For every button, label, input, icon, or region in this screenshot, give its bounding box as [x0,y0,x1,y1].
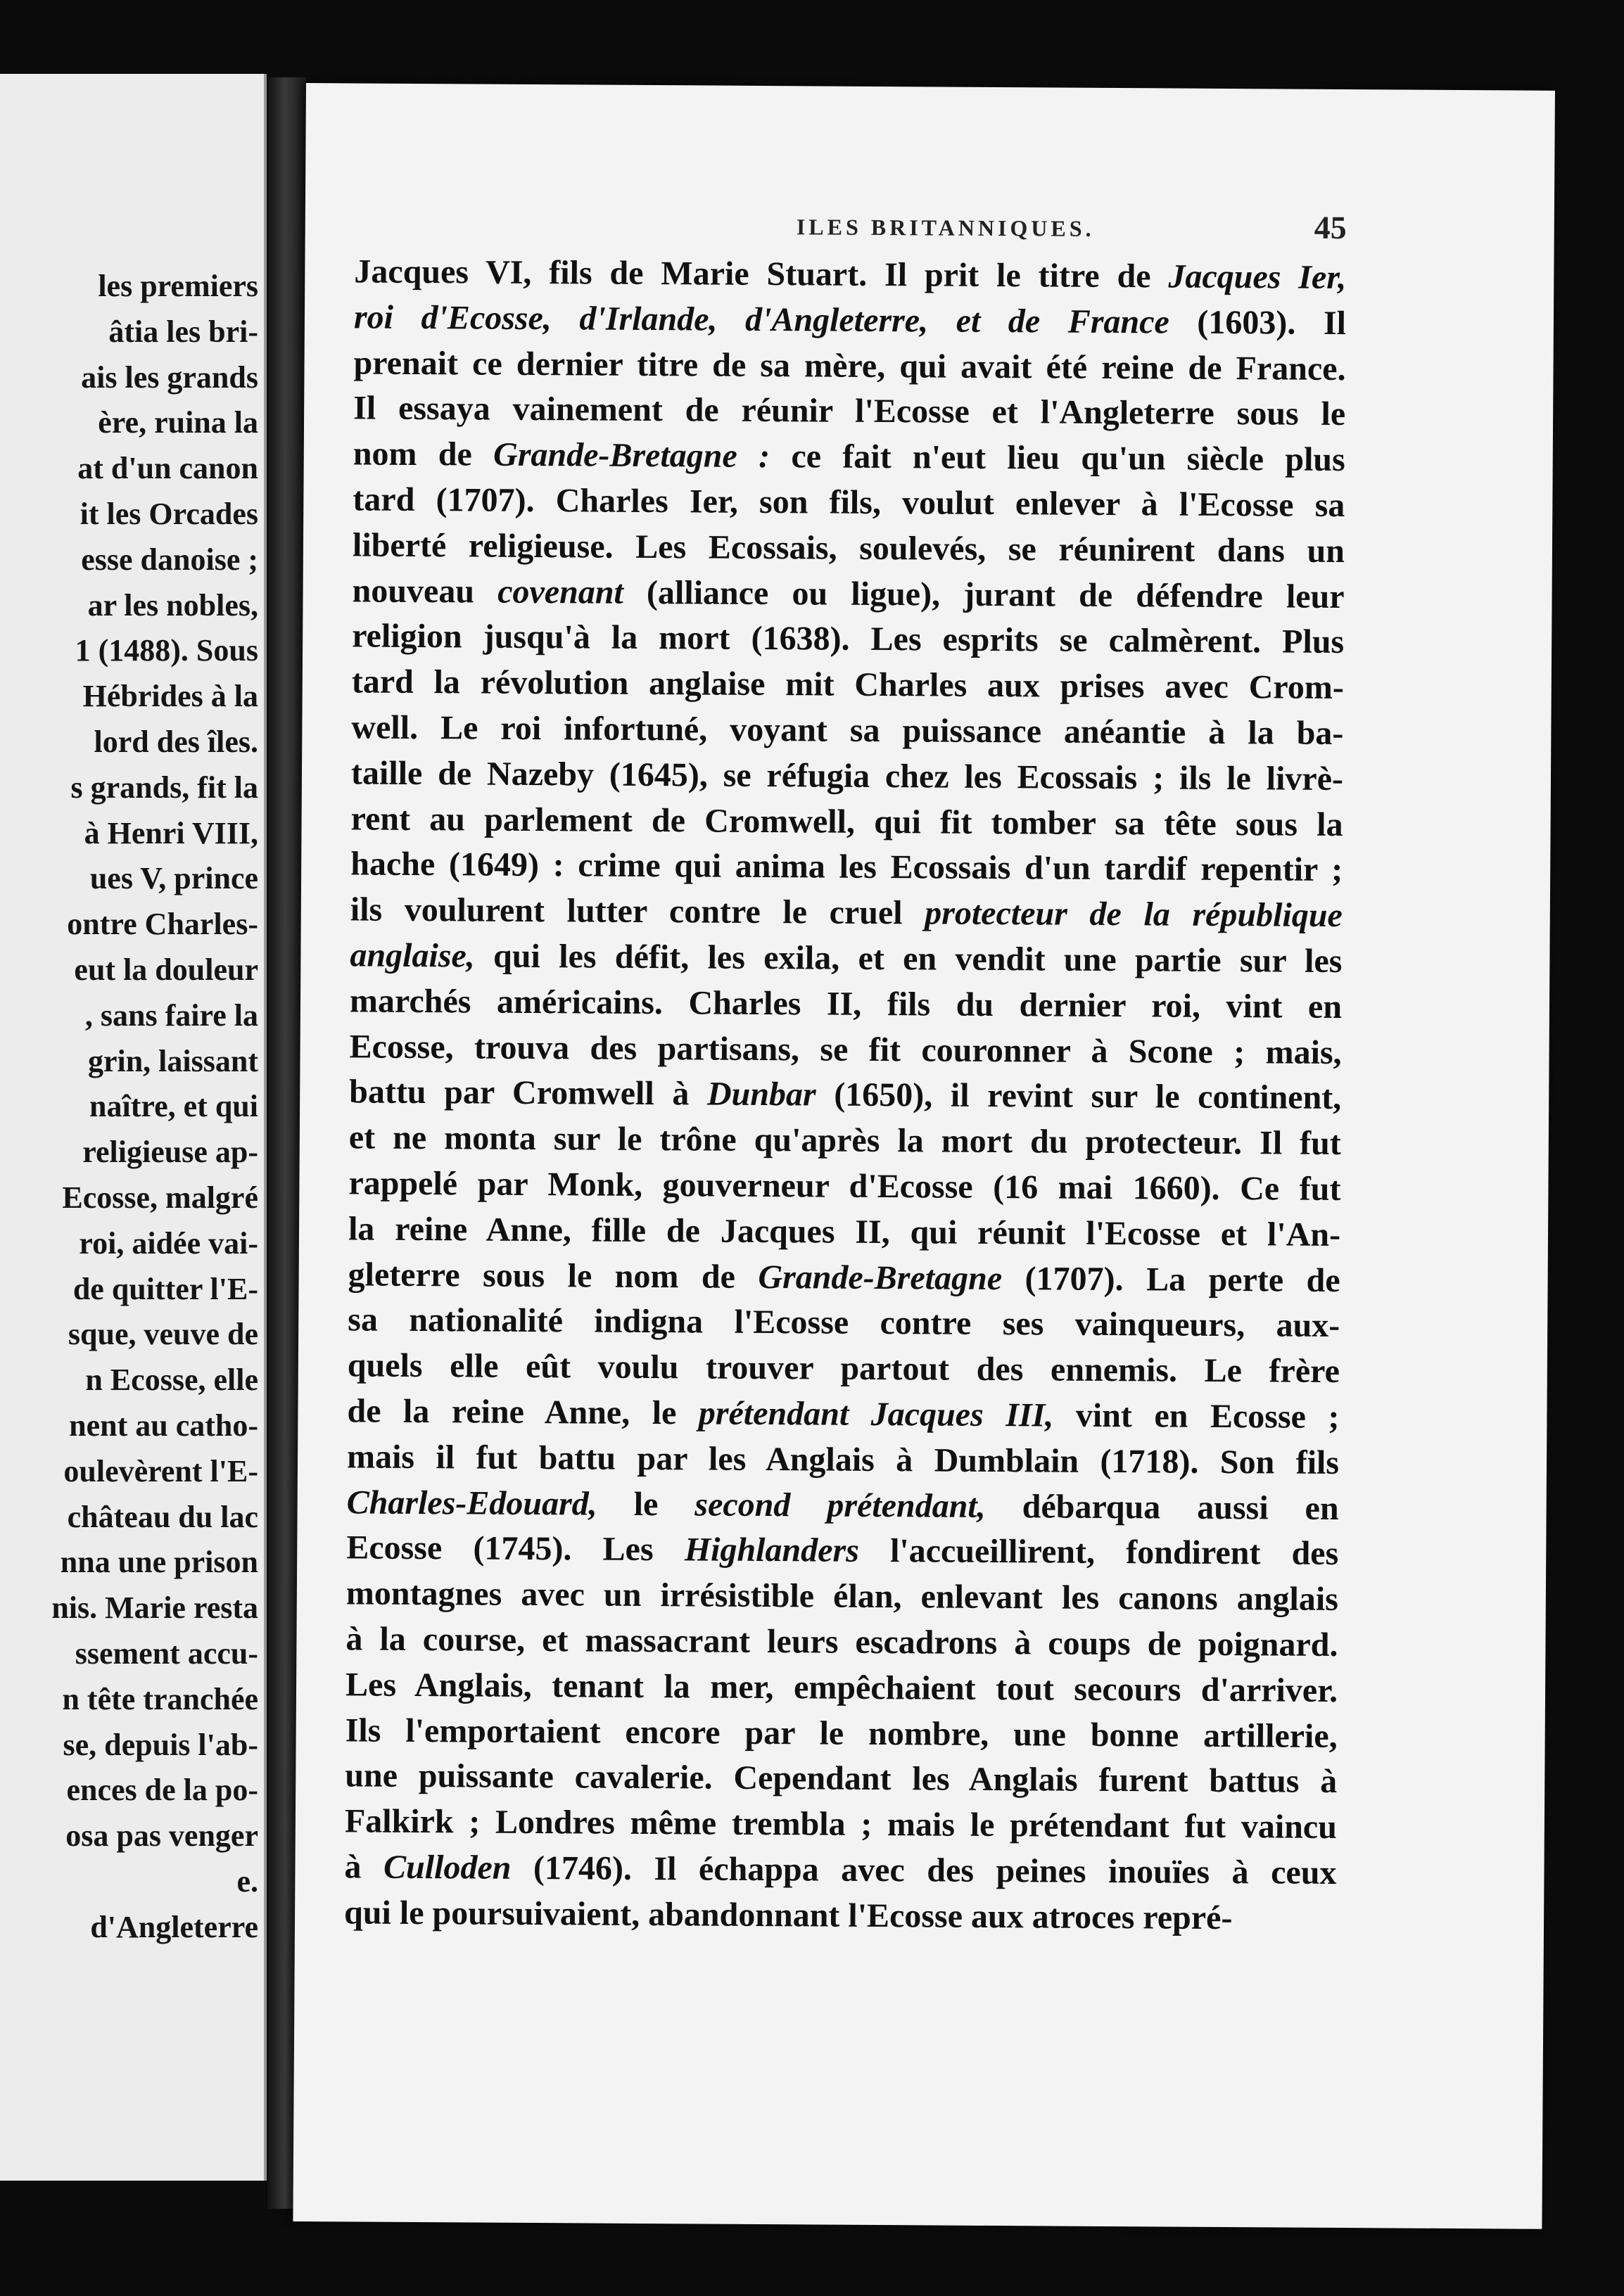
left-page-line: n Ecosse, elle [85,1363,258,1398]
body-line [345,1708,1337,1759]
left-page-line: sque, veuve de [68,1317,258,1352]
body-line [347,1389,1339,1440]
body-line [345,1616,1338,1668]
text-run: (1603). Il [1169,303,1347,342]
left-page-line: lord des îles. [94,724,258,759]
text-run: hache (1649) : crime qui anima les Ecossais d'un tardif repentir ; [350,845,1343,889]
left-page-line: it les Orcades [80,496,258,531]
italic-run: prétendant Jacques III, [698,1394,1054,1434]
body-line [345,1799,1337,1850]
text-run: prenait ce dernier titre de sa mère, qui avait été reine de France. [353,344,1346,388]
left-page-line: roi, aidée vai- [79,1225,258,1261]
italic-run: roi d'Ecosse, d'Irlande, d'Angleterre, et de France [353,298,1169,341]
left-page-line: ar les nobles, [87,587,258,623]
text-run: l'accueillirent, fondirent des [858,1532,1339,1573]
body-line [353,523,1345,574]
body-line [348,1344,1340,1395]
text-run: rent au parlement de Cromwell, qui fit tomber sa tête sous la [350,799,1343,843]
text-run: vint en Ecosse ; [1053,1396,1340,1436]
left-page-line: nent au catho- [69,1408,258,1443]
body-line [350,888,1343,939]
text-run: gleterre sous le nom de [348,1255,759,1296]
right-page [293,83,1555,2229]
left-page-line: âtia les bri- [108,314,258,349]
italic-run: Grande-Bretagne : [493,435,770,476]
text-run: tard la révolution anglaise mit Charles aux prises avec Crom- [351,663,1344,707]
italic-run: Dunbar [706,1075,816,1114]
text-run: taille de Nazeby (1645), se réfugia chez les Ecossais ; ils le livrè- [350,754,1344,798]
left-page-line: ais les grands [81,359,258,395]
text-run: Jacques VI, fils de Marie Stuart. Il prit le titre de [354,253,1169,295]
body-line [350,842,1343,893]
text-run: (alliance ou ligue), jurant de défendre leur [623,573,1345,616]
text-run: Ecosse (1745). Les [346,1529,685,1569]
italic-run: Highlanders [684,1531,860,1570]
text-run: tard (1707). Charles Ier, son fils, voulut enlever à l'Ecosse sa [353,480,1345,525]
body-line [353,432,1345,483]
left-page-text [5,264,258,1950]
text-run: une puissante cavalerie. Cependant les Anglais furent battus à [345,1756,1338,1801]
text-run: et ne monta sur le trône qu'après la mort du protecteur. Il fut [348,1118,1341,1163]
left-page-line: 1 (1488). Sous [75,633,258,668]
left-page-line: eut la douleur [74,952,258,987]
body-line [345,1754,1337,1805]
left-page-line: ences de la po- [66,1773,258,1808]
left-page-line: Hébrides à la [82,679,258,714]
text-run: à [344,1848,384,1886]
body-line [354,295,1346,346]
text-run: qui les défit, les exila, et en vendit une partie sur les [474,937,1343,980]
text-run: quels elle eût voulu trouver partout des ennemis. Le frère [347,1346,1340,1391]
left-page-line: n tête tranchée [62,1681,258,1716]
text-run: religion jusqu'à la mort (1638). Les esprits se calmèrent. Plus [352,617,1345,661]
italic-run: Jacques Ier, [1168,257,1347,297]
left-page-line: à Henri VIII, [84,815,258,850]
body-line [344,1890,1336,1941]
running-head: ILES BRITANNIQUES. [796,214,1095,241]
left-page-line: ues V, prince [89,861,258,896]
body-line [349,1116,1341,1167]
text-run: marchés américains. Charles II, fils du dernier roi, vint en [349,982,1343,1026]
body-line [344,1844,1336,1896]
text-run: ce fait n'eut lieu qu'un siècle plus [769,438,1345,479]
text-run: battu par Cromwell à [349,1073,708,1113]
left-page-line: s grands, fit la [70,770,258,805]
body-line [348,1206,1340,1258]
italic-run: Charles-Edouard, [346,1483,597,1523]
left-page-line: ère, ruina la [98,405,258,440]
body-line [353,477,1345,528]
left-page-line: at d'un canon [77,451,258,486]
text-run: Ecosse, trouva des partisans, se fit couronner à Scone ; mais, [349,1027,1342,1071]
text-run: rappelé par Monk, gouverneur d'Ecosse (16 mai 1660). Ce fut [348,1164,1341,1208]
left-page-line: d'Angleterre [90,1909,258,1944]
text-run: Falkirk ; Londres même trembla ; mais le prétendant fut vaincu [344,1802,1338,1847]
left-page-line: nis. Marie resta [51,1590,258,1626]
body-line [352,568,1344,620]
text-run: nom de [353,435,494,473]
left-page [0,74,267,2181]
left-page-line: oulevèrent l'E- [63,1453,258,1488]
body-line [350,796,1343,848]
text-run: la reine Anne, fille de Jacques II, qui réunit l'Ecosse et l'An- [348,1210,1341,1254]
italic-run: Culloden [383,1848,512,1887]
text-run: qui le poursuivaient, abandonnant l'Ecosse aux atroces repré- [343,1894,1233,1937]
text-run: ils voulurent lutter contre le cruel [350,891,925,932]
body-text [344,249,1347,1941]
text-run: liberté religieuse. Les Ecossais, soulevés, se réunirent dans un [352,526,1345,570]
left-page-line: ontre Charles- [67,907,258,942]
italic-run: anglaise, [350,936,475,975]
left-page-line: osa pas venger [65,1818,258,1854]
left-page-line: château du lac [67,1499,258,1534]
text-run: nouveau [352,571,498,611]
left-page-line: , sans faire la [84,997,258,1033]
body-line [347,1434,1339,1486]
text-run: Il essaya vainement de réunir l'Ecosse et l'Angleterre sous le [353,389,1346,433]
text-run: débarqua aussi en [985,1487,1339,1527]
left-page-line: de quitter l'E- [72,1271,258,1306]
text-run: Les Anglais, tenant la mer, empêchaient tout secours d'arriver. [345,1666,1338,1709]
body-line [346,1526,1338,1577]
text-run: well. Le roi infortuné, voyant sa puissance anéantie à la ba- [351,708,1344,752]
text-run: (1707). La perte de [1001,1259,1340,1299]
body-line [350,933,1342,984]
italic-run: protecteur de la république [925,894,1343,935]
body-line [351,705,1343,756]
body-line [348,1252,1340,1303]
left-page-line: grin, laissant [87,1043,258,1078]
body-line [353,386,1345,438]
body-line [346,1571,1338,1622]
text-run: montagnes avec un irrésistible élan, enlevant les canons anglais [345,1574,1339,1619]
text-run: mais il fut battu par les Anglais à Dumblain (1718). Son fils [346,1438,1340,1481]
left-page-line: se, depuis l'ab- [63,1727,258,1762]
text-run: le [597,1485,695,1523]
text-run: (1650), il revint sur le continent, [816,1076,1342,1117]
left-page-line: naître, et qui [89,1089,258,1124]
body-line [350,978,1342,1030]
body-line [354,249,1346,300]
text-run: sa nationalité indigna l'Ecosse contre ses vainqueurs, aux- [348,1301,1340,1345]
left-page-line: Ecosse, malgré [62,1180,258,1215]
left-page-line: ssement accu- [75,1635,258,1671]
body-line [353,340,1345,392]
body-line [345,1662,1338,1714]
page-number: 45 [1314,209,1347,246]
text-run: de la reine Anne, le [347,1392,699,1432]
body-line [352,660,1344,711]
body-line [348,1161,1340,1212]
left-page-line: e. [236,1863,258,1899]
body-line [351,751,1343,802]
left-page-line: les premiers [98,269,258,303]
text-run: (1746). Il échappa avec des peines inouïes à ceux [511,1849,1337,1892]
text-run: à la course, et massacrant leurs escadrons à coups de poignard. [345,1620,1338,1664]
text-run: Ils l'emportaient encore par le nombre, une bonne artillerie, [345,1711,1338,1755]
body-line [349,1070,1341,1121]
left-page-line: religieuse ap- [82,1135,258,1170]
left-page-line: nna une prison [60,1545,258,1580]
body-line [346,1480,1338,1531]
body-line [352,614,1344,665]
body-line [349,1024,1341,1076]
left-page-line: esse danoise ; [81,542,258,577]
italic-run: covenant [497,573,623,611]
italic-run: Grande-Bretagne [758,1258,1003,1297]
body-line [348,1298,1340,1349]
italic-run: second prétendant, [694,1485,986,1525]
